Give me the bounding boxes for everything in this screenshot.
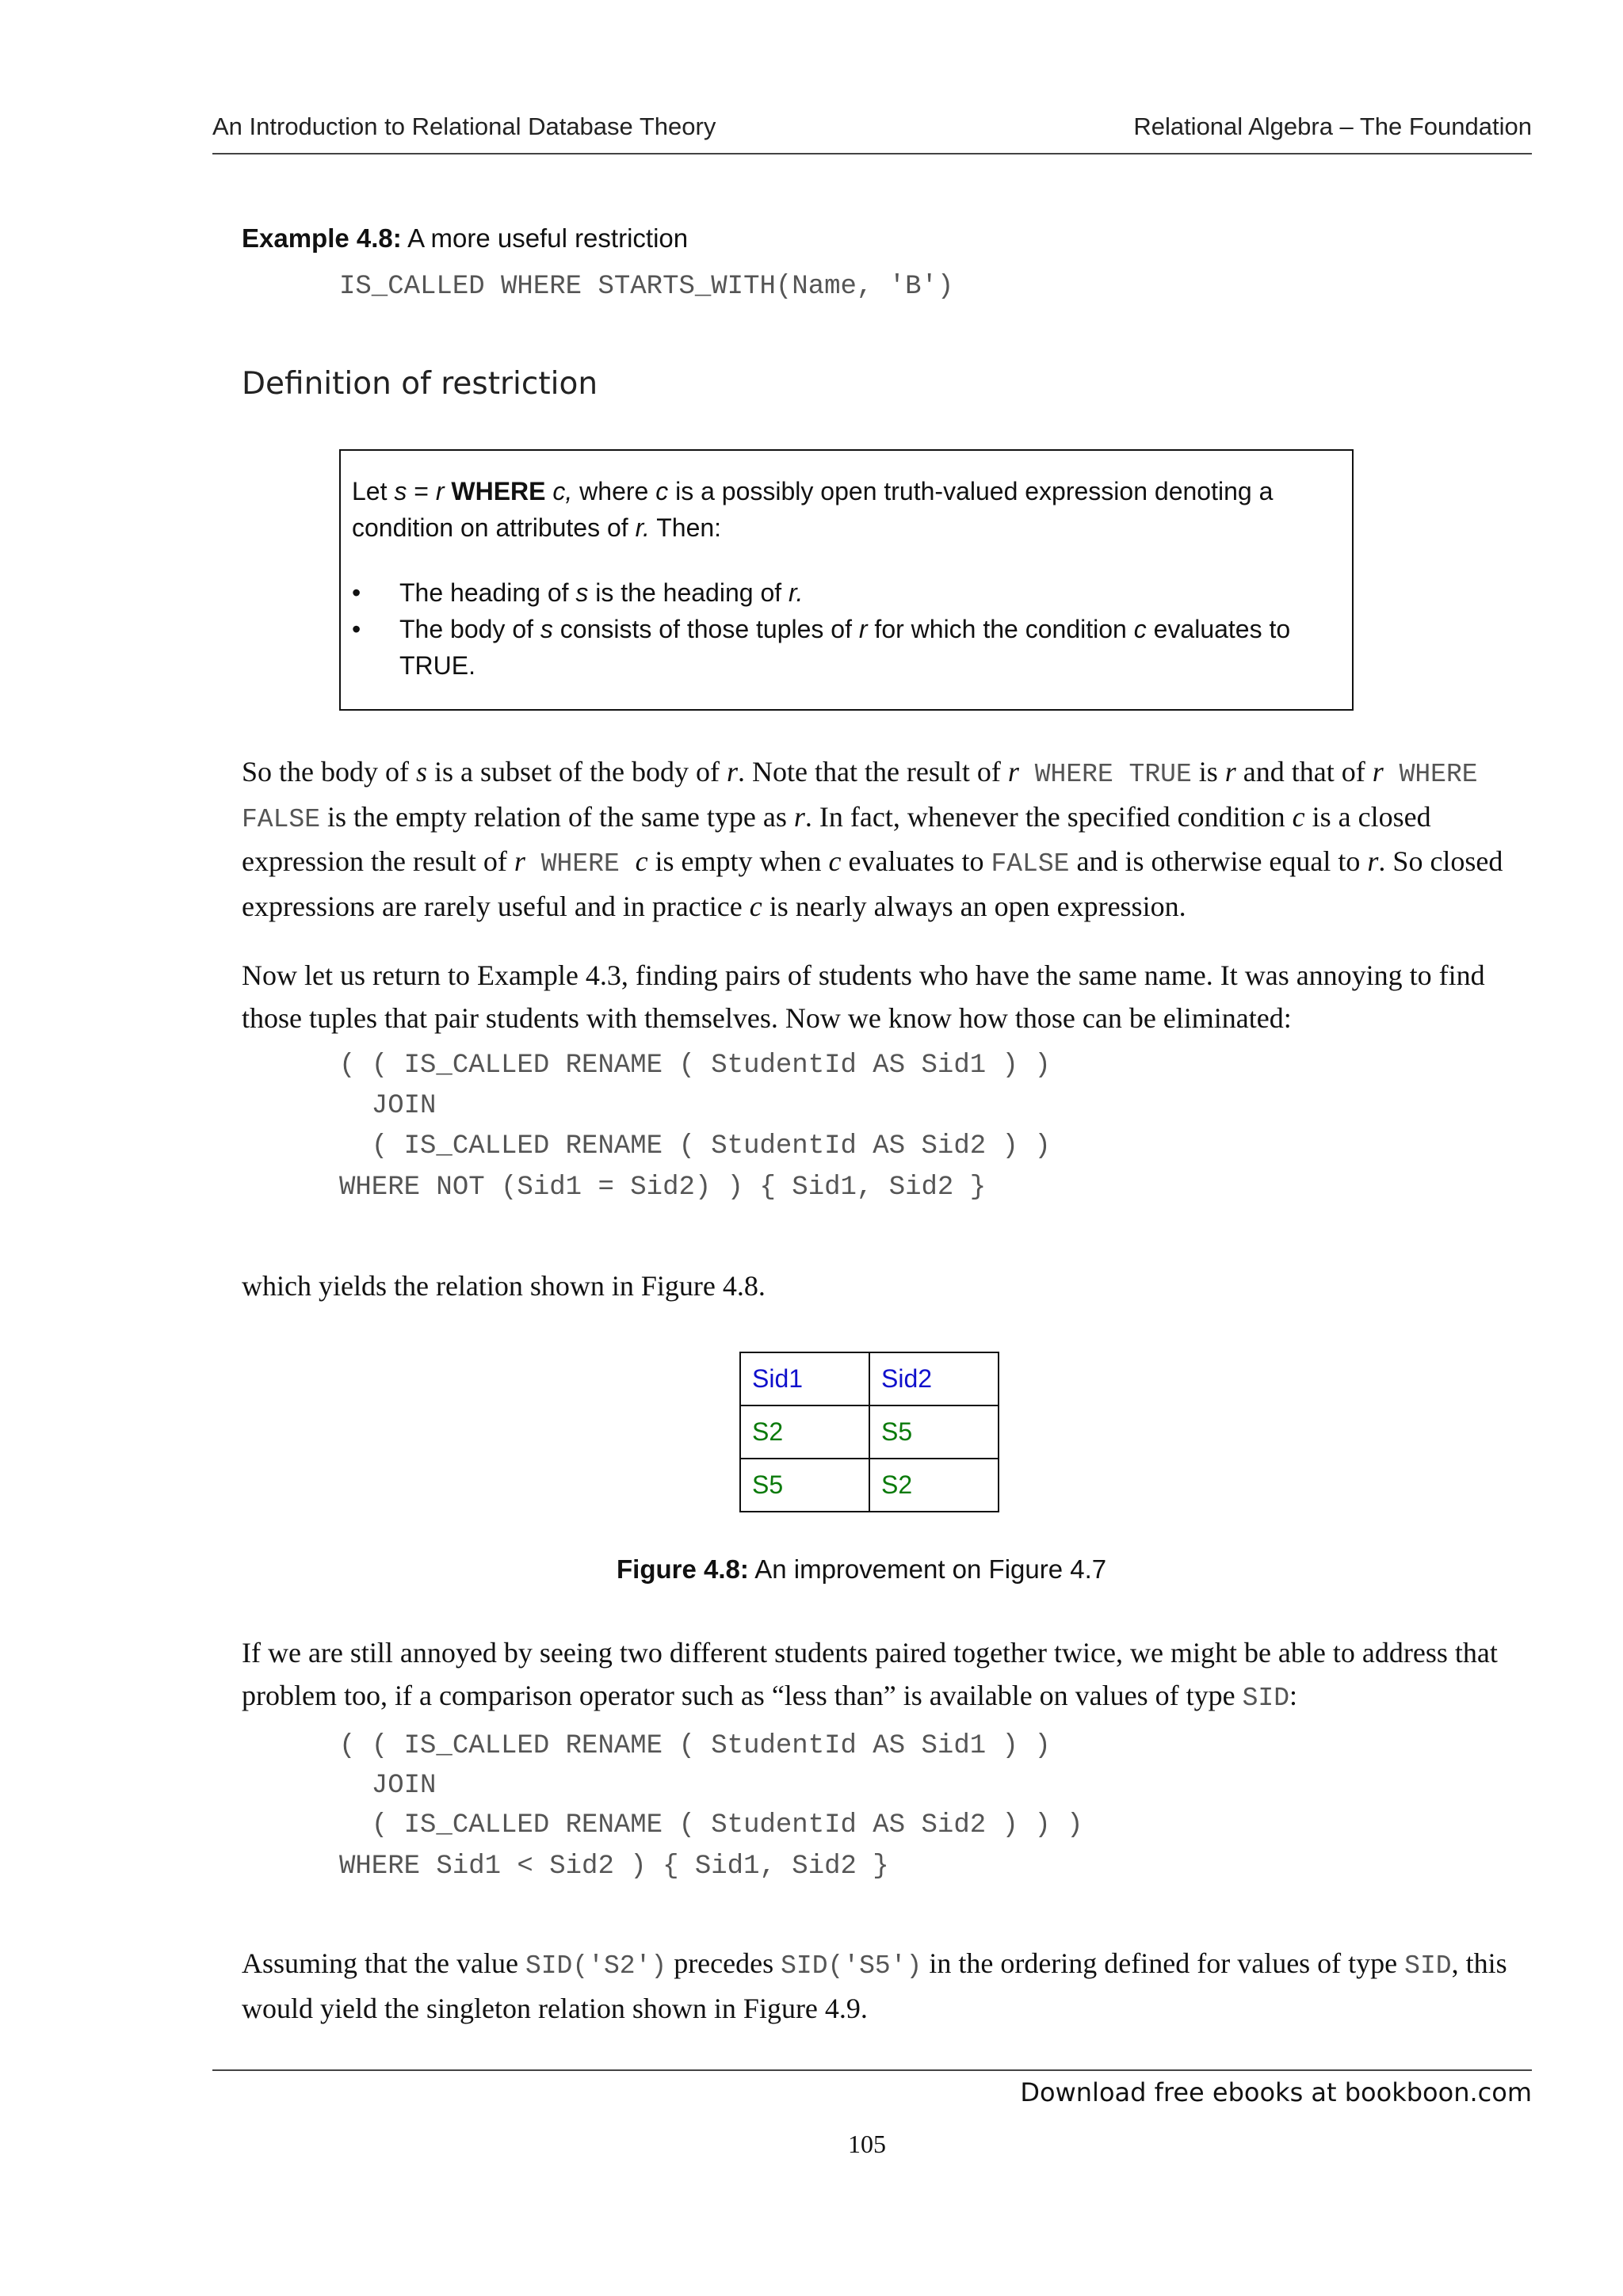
definition-bullet-body: • The body of s consists of those tuples of r for which the condition c evaluates to TRUE. (352, 611, 1341, 684)
figure-caption: Figure 4.8: An improvement on Figure 4.7 (617, 1554, 1107, 1584)
code-line: JOIN (339, 1771, 437, 1801)
example-heading (242, 223, 688, 254)
table-cell: S2 (869, 1459, 999, 1512)
example-title: A more useful restriction (401, 223, 689, 253)
footer-download-link[interactable]: Download free ebooks at bookboon.com (1020, 2077, 1532, 2107)
section-title: Definition of restriction (242, 366, 598, 402)
code-line: ( ( IS_CALLED RENAME ( StudentId AS Sid1 ) ) (339, 1051, 1051, 1081)
paragraph-singleton: Assuming that the value SID('S2') precedes SID('S5') in the ordering defined for values of type SID, this would yield the singleton relation shown in Figure 4.9. (242, 1947, 1507, 2024)
table-row (740, 1405, 999, 1459)
code-line: ( IS_CALLED RENAME ( StudentId AS Sid2 ) ) ) (339, 1810, 1083, 1840)
bullet-icon: • (352, 615, 361, 643)
paragraph-return-example: Now let us return to Example 4.3, finding pairs of students who have the same name. It was annoying to find those tuples that pair students with themselves. Now we know how those can be eliminated: (242, 959, 1485, 1034)
table-header-cell: Sid2 (869, 1352, 999, 1405)
paragraph-yields: which yields the relation shown in Figure 4.8. (242, 1270, 766, 1302)
running-header-right: Relational Algebra – The Foundation (1133, 113, 1532, 140)
example-label: Example 4.8: (242, 223, 402, 253)
example-code: IS_CALLED WHERE STARTS_WITH(Name, 'B') (339, 272, 954, 302)
table-header-cell: Sid1 (740, 1352, 869, 1405)
page-number: 105 (848, 2130, 886, 2158)
table-row (740, 1459, 999, 1512)
definition-list (352, 574, 1341, 684)
definition-intro: Let s = r WHERE c, where c is a possibly open truth-valued expression denoting a condition on attributes of r. Then: (352, 477, 1274, 542)
code-line: WHERE NOT (Sid1 = Sid2) ) { Sid1, Sid2 } (339, 1173, 987, 1203)
definition-box (339, 449, 1354, 711)
table-cell: S5 (740, 1459, 869, 1512)
code-line: JOIN (339, 1091, 437, 1121)
code-line: WHERE Sid1 < Sid2 ) { Sid1, Sid2 } (339, 1852, 889, 1882)
table-cell: S2 (740, 1405, 869, 1459)
footer-divider (212, 2069, 1532, 2071)
relation-table (739, 1352, 999, 1512)
definition-bullet-heading: • The heading of s is the heading of r. (352, 574, 1341, 611)
code-line: ( ( IS_CALLED RENAME ( StudentId AS Sid1 ) ) (339, 1731, 1051, 1761)
header-divider (212, 153, 1532, 154)
bullet-icon: • (352, 578, 361, 607)
paragraph-less-than: If we are still annoyed by seeing two different students paired together twice, we might be able to address that problem too, if a comparison operator such as “less than” is available on values of type SID: (242, 1637, 1498, 1713)
table-header-row (740, 1352, 999, 1405)
paragraph-closed-expressions: So the body of s is a subset of the body of r. Note that the result of r WHERE TRUE is r and that of r WHERE FALSE is the empty relation of the same type as r. In fact, whenever the specified condition c is a closed expression the result of r WHERE c is empty when c evaluates to FALSE and is otherwise equal to r. So closed expressions are rarely useful and in practice c is nearly always an open expression. (242, 756, 1503, 922)
running-header-left: An Introduction to Relational Database Theory (212, 113, 716, 140)
code-line: ( IS_CALLED RENAME ( StudentId AS Sid2 ) ) (339, 1131, 1051, 1161)
table-cell: S5 (869, 1405, 999, 1459)
